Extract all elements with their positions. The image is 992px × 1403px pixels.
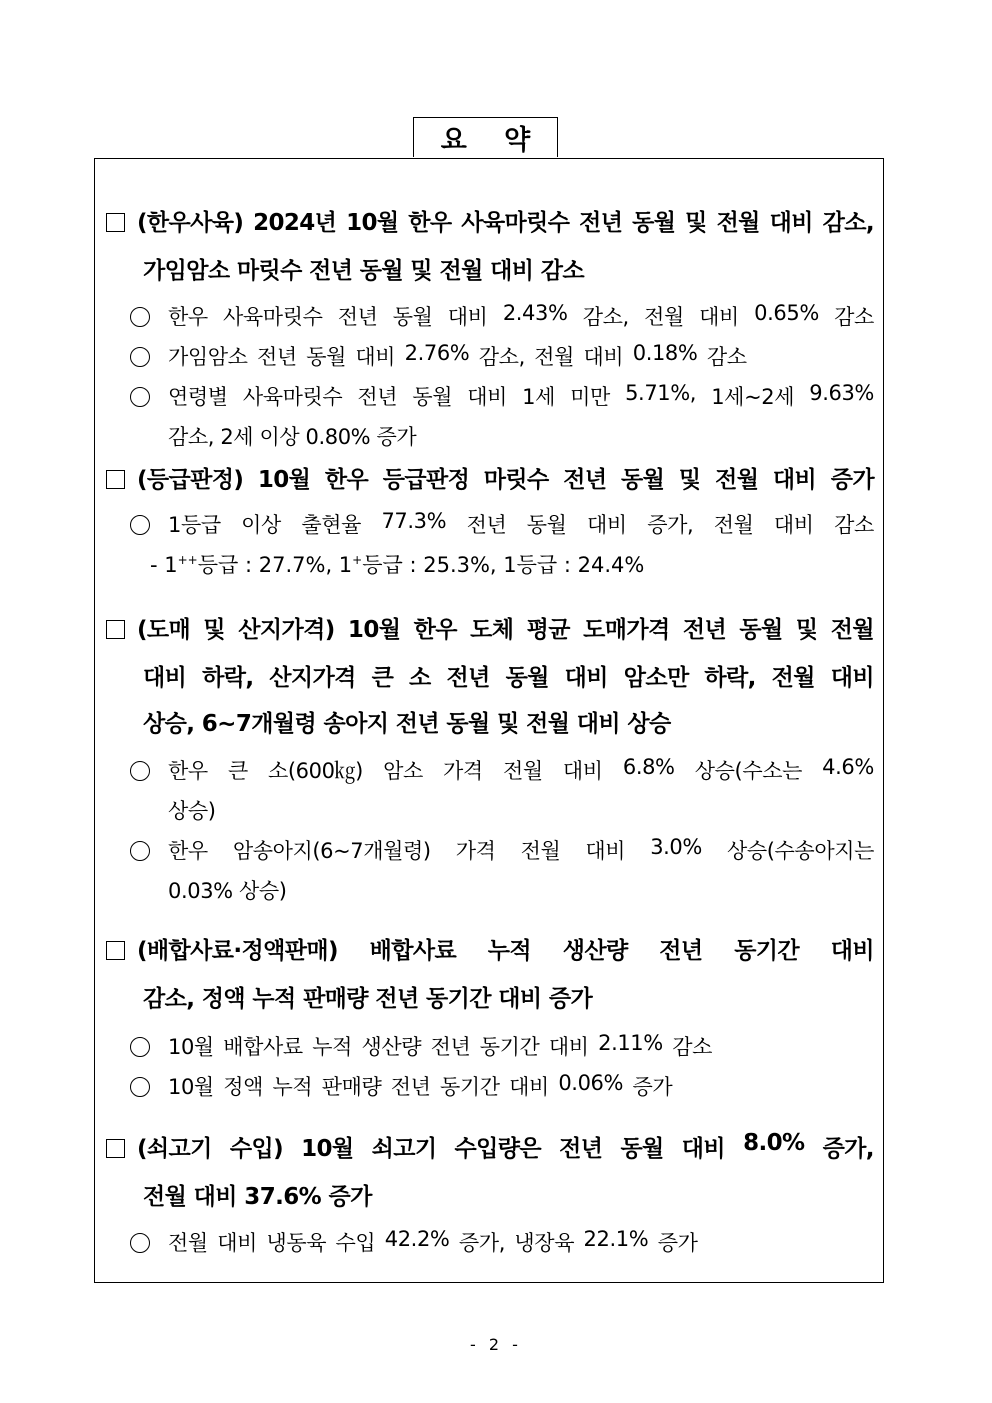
word: 동기간 bbox=[440, 1075, 500, 1099]
word: 감소, bbox=[478, 345, 525, 369]
word: 10월 bbox=[130, 1071, 214, 1101]
word: 수입) bbox=[229, 1136, 284, 1162]
word: 및 bbox=[685, 210, 707, 236]
word: 동월 bbox=[412, 385, 453, 409]
word: 10월 bbox=[301, 1136, 354, 1162]
word: 전월 bbox=[716, 210, 760, 236]
section-4-heading-line-2: 감소, 정액 누적 판매량 전년 동기간 대비 증가 bbox=[143, 986, 593, 1012]
circle-bullet-icon bbox=[130, 1233, 150, 1253]
square-bullet-icon bbox=[106, 213, 125, 232]
word: 증가, bbox=[822, 1136, 874, 1162]
word: 동월 bbox=[392, 305, 433, 329]
word: 동월 bbox=[526, 513, 567, 537]
word: 평균 bbox=[526, 617, 570, 643]
word: 큰 bbox=[227, 759, 248, 783]
word: 동월 bbox=[505, 665, 549, 691]
word: 및 bbox=[795, 617, 818, 643]
section-5-heading-line-1 bbox=[106, 1130, 874, 1163]
section-1-item-3-cont: 감소, 2세 이상 0.80% 증가 bbox=[168, 425, 417, 449]
word: 대비 bbox=[564, 665, 608, 691]
word: 생산량 bbox=[361, 1035, 422, 1059]
word: 배합사료 bbox=[369, 938, 457, 964]
word: 1등급 bbox=[130, 509, 221, 539]
word: 전월 bbox=[830, 617, 874, 643]
word: 대비 bbox=[467, 385, 508, 409]
square-bullet-icon bbox=[106, 1139, 125, 1158]
word: 증가 bbox=[657, 1231, 698, 1255]
word: 10월 bbox=[130, 1031, 214, 1061]
word: 및 bbox=[203, 617, 226, 643]
section-3-item-2 bbox=[130, 835, 874, 865]
word: 4.6% bbox=[822, 755, 874, 779]
word: 및 bbox=[678, 467, 701, 493]
word: 암소 bbox=[383, 759, 423, 783]
word: 수입 bbox=[335, 1231, 376, 1255]
section-3-item-1-cont: 상승) bbox=[168, 799, 216, 823]
word: 대비 bbox=[447, 305, 488, 329]
word: 전월 bbox=[520, 839, 561, 863]
word: 산지가격) bbox=[238, 617, 335, 643]
word: 사육마릿수 bbox=[242, 385, 343, 409]
section-3-heading-line-1 bbox=[106, 611, 874, 644]
word: 소 bbox=[409, 665, 431, 691]
word: 0.18% bbox=[632, 341, 698, 365]
word: 대비 bbox=[583, 345, 624, 369]
word: 6.8% bbox=[622, 755, 675, 779]
word: 10월 bbox=[257, 467, 311, 493]
word: 전년 bbox=[682, 617, 727, 643]
section-3-item-2-cont: 0.03% 상승) bbox=[168, 879, 287, 903]
word: 수입량은 bbox=[454, 1136, 542, 1162]
word: 전년 bbox=[430, 1035, 471, 1059]
section-1-heading-line-2: 가임암소 마릿수 전년 동월 및 전월 대비 감소 bbox=[143, 258, 584, 284]
section-1-heading-line-1 bbox=[106, 204, 874, 237]
word: 동월 bbox=[306, 345, 346, 369]
circle-bullet-icon bbox=[130, 1077, 150, 1097]
section-2-detail: - 1++등급 : 27.7%, 1+등급 : 25.3%, 1등급 : 24.4% bbox=[150, 553, 645, 577]
word: 전월 bbox=[502, 759, 543, 783]
word: 냉장육 bbox=[514, 1231, 575, 1255]
word: 한우 bbox=[413, 617, 457, 643]
word: 전월 bbox=[771, 665, 815, 691]
word: 전월 bbox=[715, 467, 759, 493]
word: 감소, bbox=[822, 210, 874, 236]
word: 전년 bbox=[559, 1136, 603, 1162]
word: 전년 bbox=[390, 1075, 431, 1099]
circle-bullet-icon bbox=[130, 761, 150, 781]
word: 이상 bbox=[241, 513, 281, 537]
word: 동월 bbox=[739, 617, 783, 643]
section-2-item-1 bbox=[130, 509, 874, 539]
word: 한우 bbox=[130, 301, 208, 331]
word: 전월 bbox=[644, 305, 684, 329]
word: 상승(수송아지는 bbox=[726, 839, 874, 863]
word: 쇠고기 bbox=[371, 1136, 437, 1162]
word: 누적 bbox=[487, 938, 532, 964]
word: 대비 bbox=[681, 1136, 726, 1162]
word: 누적 bbox=[312, 1035, 353, 1059]
word: 대비 bbox=[143, 665, 187, 691]
word: 대비 bbox=[562, 759, 603, 783]
section-1-item-1 bbox=[130, 301, 874, 331]
word: 전년 bbox=[256, 345, 297, 369]
word: 동기간 bbox=[479, 1035, 540, 1059]
word: 1세~2세 bbox=[711, 385, 795, 409]
word: 전년 bbox=[466, 513, 507, 537]
word: 9.63% bbox=[809, 381, 874, 405]
word: 판매량 bbox=[321, 1075, 382, 1099]
word: 감소 bbox=[672, 1035, 713, 1059]
word: 대비 bbox=[587, 513, 627, 537]
word: 연령별 bbox=[130, 381, 228, 411]
word: 감소, bbox=[582, 305, 629, 329]
word: 감소 bbox=[834, 305, 874, 329]
word: 가격 bbox=[455, 839, 496, 863]
section-5-heading-line-2: 전월 대비 37.6% 증가 bbox=[143, 1184, 372, 1210]
word: 증가 bbox=[632, 1075, 673, 1099]
word: 가임암소 bbox=[130, 341, 248, 371]
word: 배합사료 bbox=[223, 1035, 303, 1059]
word: 전월 bbox=[713, 513, 754, 537]
section-2-heading bbox=[106, 461, 874, 494]
word: 전년 bbox=[357, 385, 398, 409]
word: (도매 bbox=[106, 611, 190, 644]
word: 한우 bbox=[408, 210, 452, 236]
section-1-item-2 bbox=[130, 341, 874, 371]
word: (등급판정) bbox=[106, 461, 243, 494]
word: 2.11% bbox=[598, 1031, 663, 1055]
word: 10월 bbox=[347, 617, 401, 643]
word: 대비 bbox=[355, 345, 396, 369]
word: 전월 bbox=[130, 1227, 208, 1257]
word: 소(600㎏) bbox=[267, 759, 363, 783]
word: 도체 bbox=[470, 617, 514, 643]
circle-bullet-icon bbox=[130, 347, 150, 367]
word: 정액 bbox=[223, 1075, 264, 1099]
square-bullet-icon bbox=[106, 941, 125, 960]
word: 사육마릿수 bbox=[223, 305, 323, 329]
word: 증가, bbox=[458, 1231, 505, 1255]
word: 큰 bbox=[371, 665, 394, 691]
word: 대비 bbox=[585, 839, 626, 863]
section-4-heading-line-1 bbox=[106, 932, 874, 965]
word: 사육마릿수 bbox=[461, 210, 570, 236]
word: 가격 bbox=[443, 759, 483, 783]
word: 감소 bbox=[834, 513, 874, 537]
word: (한우사육) bbox=[106, 204, 243, 237]
square-bullet-icon bbox=[106, 620, 125, 639]
circle-bullet-icon bbox=[130, 1037, 150, 1057]
section-1-item-3 bbox=[130, 381, 874, 411]
word: 전년 bbox=[659, 938, 703, 964]
section-4-item-1 bbox=[130, 1031, 874, 1061]
word: 3.0% bbox=[650, 835, 702, 859]
word: 하락, bbox=[202, 665, 254, 691]
word: 대비 bbox=[509, 1075, 549, 1099]
word: 미만 bbox=[570, 385, 610, 409]
word: 대비 bbox=[830, 938, 874, 964]
word: 전년 bbox=[337, 305, 378, 329]
word: 대비 bbox=[830, 665, 874, 691]
word: 산지가격 bbox=[269, 665, 356, 691]
word: 전년 bbox=[563, 467, 607, 493]
word: 동기간 bbox=[734, 938, 800, 964]
word: 암송아지(6~7개월령) bbox=[232, 839, 431, 863]
word: 하락, bbox=[704, 665, 756, 691]
word: 증가 bbox=[830, 467, 874, 493]
circle-bullet-icon bbox=[130, 387, 150, 407]
word: 42.2% bbox=[384, 1227, 450, 1251]
word: 생산량 bbox=[562, 938, 628, 964]
word: 암소만 bbox=[623, 665, 689, 691]
square-bullet-icon bbox=[106, 470, 125, 489]
word: 동월 bbox=[621, 467, 665, 493]
word: 동월 bbox=[620, 1136, 664, 1162]
word: 등급판정 bbox=[382, 467, 470, 493]
word: 2024년 bbox=[253, 210, 337, 236]
word: 22.1% bbox=[583, 1227, 649, 1251]
summary-title: 요 약 bbox=[413, 117, 558, 157]
section-3-item-1 bbox=[130, 755, 874, 785]
section-4-item-2 bbox=[130, 1071, 874, 1101]
word: 대비 bbox=[548, 1035, 589, 1059]
word: 전년 bbox=[446, 665, 490, 691]
word: 냉동육 bbox=[266, 1231, 327, 1255]
page-number: - 2 - bbox=[470, 1335, 522, 1354]
circle-bullet-icon bbox=[130, 841, 150, 861]
word: 한우 bbox=[130, 755, 208, 785]
word: 누적 bbox=[272, 1075, 313, 1099]
circle-bullet-icon bbox=[130, 307, 150, 327]
word: 대비 bbox=[773, 513, 814, 537]
word: 감소 bbox=[706, 345, 747, 369]
word: 전월 bbox=[534, 345, 575, 369]
word: 0.06% bbox=[558, 1071, 624, 1095]
word: 동월 bbox=[632, 210, 676, 236]
word: 한우 bbox=[130, 835, 208, 865]
word: 8.0% bbox=[743, 1130, 805, 1156]
word: 도매가격 bbox=[583, 617, 670, 643]
word: 77.3% bbox=[381, 509, 447, 533]
word: 2.76% bbox=[404, 341, 470, 365]
circle-bullet-icon bbox=[130, 515, 150, 535]
word: 전년 bbox=[579, 210, 623, 236]
word: 대비 bbox=[217, 1231, 257, 1255]
word: 증가, bbox=[647, 513, 694, 537]
word: 대비 bbox=[772, 467, 817, 493]
word: 1세 bbox=[522, 385, 556, 409]
section-5-item-1 bbox=[130, 1227, 874, 1257]
word: 2.43% bbox=[502, 301, 568, 325]
word: 0.65% bbox=[754, 301, 819, 325]
word: 상승(수소는 bbox=[694, 759, 803, 783]
section-3-heading-line-3: 상승, 6~7개월령 송아지 전년 동월 및 전월 대비 상승 bbox=[143, 711, 671, 737]
word: 대비 bbox=[699, 305, 739, 329]
word: (배합사료·정액판매) bbox=[106, 932, 338, 965]
word: 대비 bbox=[769, 210, 813, 236]
section-3-heading-line-2 bbox=[143, 659, 874, 692]
word: 5.71%, bbox=[625, 381, 697, 405]
word: 한우 bbox=[324, 467, 369, 493]
word: (쇠고기 bbox=[106, 1130, 212, 1163]
word: 10월 bbox=[346, 210, 399, 236]
word: 마릿수 bbox=[483, 467, 549, 493]
word: 출현율 bbox=[301, 513, 362, 537]
